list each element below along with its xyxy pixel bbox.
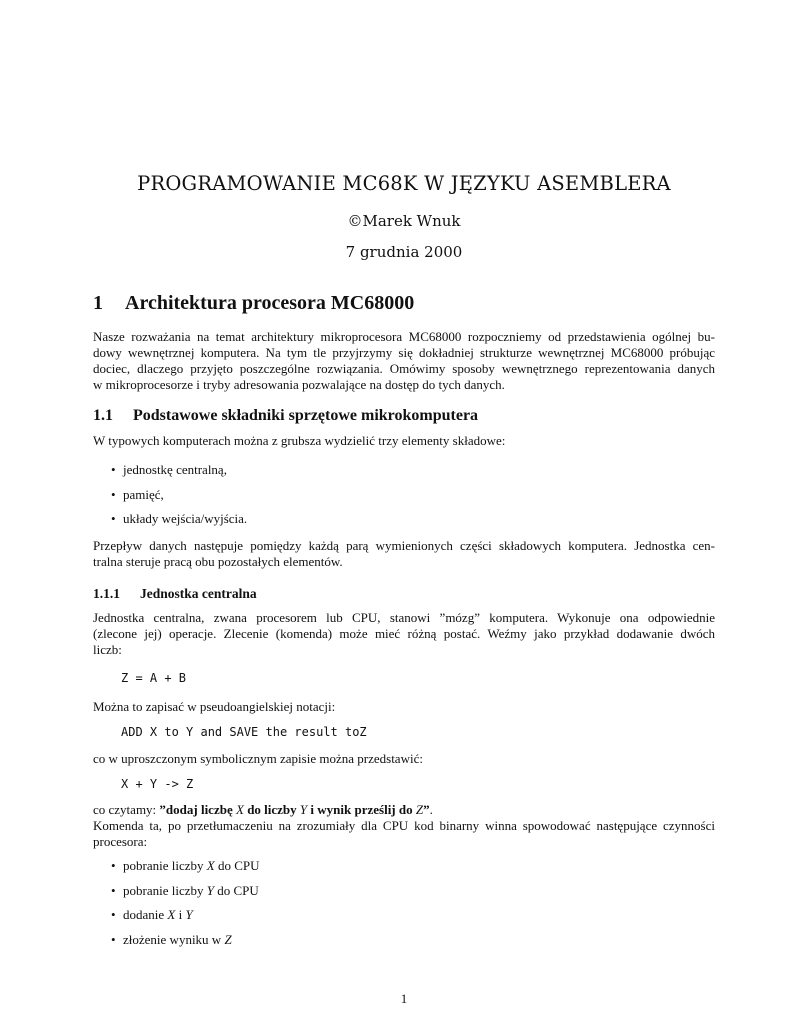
list-item-text: jednostkę centralną, — [123, 462, 227, 477]
list-item-text: pamięć, — [123, 486, 164, 502]
pseudo-notation-text: Można to zapisać w pseudoangielskiej notacji: — [93, 699, 336, 714]
data-flow-paragraph — [93, 538, 715, 570]
components-list — [93, 462, 715, 536]
subsubsection-title: Jednostka centralna — [140, 586, 257, 601]
section-intro-paragraph — [93, 329, 715, 393]
subsection-heading — [93, 407, 478, 425]
list-item — [93, 932, 715, 957]
code-example-3: X + Y -> Z — [121, 777, 194, 791]
cpu-paragraph — [93, 610, 715, 658]
paragraph-line: dociec, dlaczego przyjęto poszczególne rozwiązania. Omówimy sposoby wewnętrznego reprezentowania danych — [93, 361, 715, 376]
paragraph-line: (zlecone jej) operacje. Zlecenie (komenda) może mieć różną postać. Weźmy jako przykład dodawanie dwóch — [93, 626, 715, 641]
document-date: 7 grudnia 2000 — [345, 243, 463, 261]
step-variable: X — [167, 907, 176, 922]
step-tail: do CPU — [214, 858, 260, 873]
document-author: ©Marek Wnuk — [347, 212, 461, 230]
paragraph-line: Komenda ta, po przetłumaczeniu na zrozumiały dla CPU kod binarny winna spowodować następujące czynności — [93, 818, 715, 833]
list-item-text: układy wejścia/wyjścia. — [123, 511, 248, 526]
bullet-icon: • — [111, 931, 116, 947]
page-number: 1 — [400, 991, 408, 1006]
paragraph-line: liczb: — [93, 642, 122, 657]
section-number: 1 — [93, 292, 103, 314]
step-variable: Z — [224, 931, 232, 947]
reading-bold: ”dodaj liczbę — [159, 802, 236, 817]
reading-bold: do liczby — [243, 802, 300, 817]
step-mid: i — [175, 907, 186, 922]
section-title: Architektura procesora MC68000 — [125, 292, 415, 314]
code-example-2: ADD X to Y and SAVE the result toZ — [121, 725, 367, 739]
cpu-steps-list — [93, 858, 715, 956]
bullet-icon: • — [111, 486, 116, 502]
bullet-icon: • — [111, 858, 116, 873]
step-text: dodanie — [123, 907, 168, 922]
reading-bold: i wynik prześlij do — [307, 802, 416, 817]
paragraph-line: tralna steruje pracą obu pozostałych elementów. — [93, 554, 343, 569]
reading-bold: ” — [423, 802, 430, 817]
paragraph-line: Nasze rozważania na temat architektury mikroprocesora MC68000 rozpoczniemy od przedstawienia ogólnej bu- — [93, 329, 715, 344]
variable-x: X — [235, 802, 244, 817]
step-variable: Y — [206, 882, 214, 898]
list-item — [93, 883, 715, 908]
paragraph-line: dowy wewnętrznej komputera. Na tym tle przyjrzymy się dokładniej strukturze wewnętrznej MC68000 próbując — [93, 345, 715, 360]
bullet-icon: • — [111, 882, 116, 898]
section-heading-1 — [93, 292, 414, 315]
subsubsection-number: 1.1.1 — [93, 586, 120, 601]
list-item — [93, 858, 715, 883]
reading-suffix: . — [429, 802, 433, 817]
paragraph-line: procesora: — [93, 834, 148, 849]
step-text: pobranie liczby — [123, 858, 207, 873]
bullet-icon: • — [111, 462, 116, 477]
variable-y: Y — [299, 802, 308, 817]
symbolic-notation-text: co w uproszczonym symbolicznym zapisie można przedstawić: — [93, 751, 423, 766]
paragraph-line: w mikroprocesorze i tryby adresowania pozwalające na dostęp do tych danych. — [93, 377, 505, 392]
reading-line — [93, 802, 715, 818]
step-variable: Y — [185, 907, 193, 922]
list-item — [93, 462, 715, 487]
reading-prefix: co czytamy: — [93, 802, 160, 817]
list-item — [93, 511, 715, 536]
subsection-title: Podstawowe składniki sprzętowe mikrokomputera — [133, 407, 479, 424]
variable-z: Z — [415, 802, 424, 817]
paragraph-line: Przepływ danych następuje pomiędzy każdą parą wymienionych części składowych komputera. Jednostka cen- — [93, 538, 715, 553]
code-example-1: Z = A + B — [121, 671, 187, 685]
subsubsection-heading — [93, 586, 257, 602]
step-text: złożenie wyniku w — [123, 931, 225, 947]
list-item — [93, 487, 715, 512]
command-paragraph — [93, 818, 715, 850]
bullet-icon: • — [111, 511, 116, 526]
bullet-icon: • — [111, 907, 116, 922]
subsection-number: 1.1 — [93, 407, 113, 424]
step-tail: do CPU — [213, 882, 259, 898]
step-variable: X — [206, 858, 215, 873]
step-text: pobranie liczby — [123, 882, 207, 898]
document-title: PROGRAMOWANIE MC68K W JĘZYKU ASEMBLERA — [137, 172, 671, 195]
components-lead: W typowych komputerach można z grubsza wydzielić trzy elementy składowe: — [93, 433, 506, 448]
list-item — [93, 907, 715, 932]
paragraph-line: Jednostka centralna, zwana procesorem lub CPU, stanowi ”mózg” komputera. Wykonuje ona odpowiednie — [93, 610, 715, 625]
